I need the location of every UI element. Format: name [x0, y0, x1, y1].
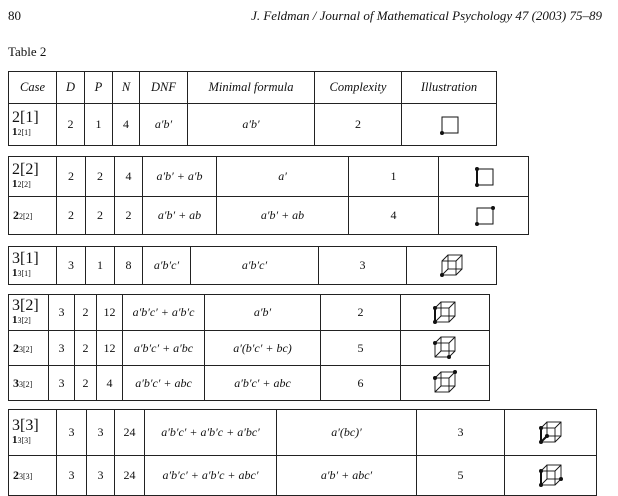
group-label-cell	[9, 157, 57, 197]
journal-header: J. Feldman / Journal of Mathematical Psychology 47 (2003) 75–89	[251, 8, 602, 23]
n-cell: 4	[115, 157, 143, 197]
case-subscript: 2[1]	[17, 128, 31, 137]
illustration-cell	[401, 366, 490, 401]
complexity-cell: 5	[321, 331, 401, 366]
table-header-row	[9, 72, 497, 104]
n-cell: 4	[97, 366, 123, 401]
case-subscript: 2[2]	[17, 180, 31, 189]
complexity-cell: 3	[319, 247, 407, 285]
dnf-cell: a′b′ + a′b	[143, 157, 217, 197]
table-block-2-1	[8, 71, 497, 146]
table-block-3-1	[8, 246, 497, 285]
case-label	[12, 267, 56, 280]
case-subscript: 3[3]	[19, 472, 33, 481]
table-block-3-2	[8, 294, 490, 401]
column-header: Illustration	[402, 72, 497, 104]
case-number: 1	[12, 267, 18, 279]
dnf-cell: a′b′c′ + a′b′c	[123, 295, 205, 331]
table-block-3-3	[8, 409, 597, 496]
table-block-2-2	[8, 156, 529, 235]
illustration-cell	[439, 157, 529, 197]
case-label	[12, 126, 56, 139]
dnf-cell: a′b′c′ + a′b′c + a′bc′	[145, 410, 277, 456]
case-subscript: 3[3]	[17, 436, 31, 445]
cube-three-adjacent-icon	[536, 418, 566, 448]
case-subscript: 2[2]	[19, 212, 33, 221]
illustration-cell	[402, 104, 497, 146]
case-number: 2	[13, 340, 19, 355]
table-row	[9, 295, 490, 331]
square-one-vertex-icon	[434, 112, 464, 138]
column-header: DNF	[140, 72, 188, 104]
p-cell: 2	[86, 197, 115, 235]
column-header: Case	[9, 72, 57, 104]
group-label-cell	[9, 410, 57, 456]
case-label-cell	[9, 197, 57, 235]
n-cell: 12	[97, 295, 123, 331]
table-row	[9, 247, 497, 285]
minimal-formula-cell: a′b′ + abc′	[277, 456, 417, 496]
minimal-formula-cell: a′b′ + ab	[217, 197, 349, 235]
case-number: 1	[12, 314, 18, 326]
p-cell: 1	[86, 247, 115, 285]
illustration-cell	[401, 331, 490, 366]
square-diagonal-icon	[469, 203, 499, 229]
minimal-formula-cell: a′b′c′ + abc	[205, 366, 321, 401]
case-number: 1	[12, 434, 18, 446]
case-number: 2	[13, 468, 19, 482]
p-cell: 2	[86, 157, 115, 197]
table-row	[9, 157, 529, 197]
d-cell: 3	[57, 247, 86, 285]
complexity-cell: 1	[349, 157, 439, 197]
illustration-cell	[505, 456, 597, 496]
n-cell: 24	[115, 410, 145, 456]
dnf-cell: a′b′c′ + a′b′c + abc′	[145, 456, 277, 496]
column-header: Minimal formula	[188, 72, 315, 104]
complexity-cell: 2	[321, 295, 401, 331]
dnf-cell: a′b′c′	[143, 247, 191, 285]
table-caption: Table 2	[8, 44, 47, 59]
minimal-formula-cell: a′(b′c′ + bc)	[205, 331, 321, 366]
p-cell: 2	[75, 331, 97, 366]
n-cell: 8	[115, 247, 143, 285]
n-cell: 4	[113, 104, 140, 146]
complexity-cell: 6	[321, 366, 401, 401]
d-cell: 3	[57, 456, 87, 496]
illustration-cell	[407, 247, 497, 285]
group-label-cell	[9, 295, 49, 331]
dnf-cell: a′b′ + ab	[143, 197, 217, 235]
d-cell: 2	[57, 157, 86, 197]
p-cell: 3	[87, 456, 115, 496]
complexity-cell: 5	[417, 456, 505, 496]
case-number: 2	[13, 208, 19, 222]
minimal-formula-cell: a′	[217, 157, 349, 197]
minimal-formula-cell: a′b′	[205, 295, 321, 331]
table-row	[9, 331, 490, 366]
dnf-cell: a′b′c′ + abc	[123, 366, 205, 401]
case-label	[12, 178, 56, 191]
d-cell: 2	[57, 197, 86, 235]
group-label: 2[1]	[12, 109, 39, 126]
table-row	[9, 456, 597, 496]
complexity-cell: 3	[417, 410, 505, 456]
illustration-cell	[505, 410, 597, 456]
case-label-cell	[9, 366, 49, 401]
square-left-edge-icon	[469, 164, 499, 190]
case-subscript: 3[2]	[19, 344, 33, 354]
group-label: 3[3]	[12, 417, 39, 434]
complexity-cell: 2	[315, 104, 402, 146]
complexity-cell: 4	[349, 197, 439, 235]
d-cell: 2	[57, 104, 85, 146]
cube-one-vertex-icon	[437, 251, 467, 281]
illustration-cell	[439, 197, 529, 235]
column-header: D	[57, 72, 85, 104]
p-cell: 1	[85, 104, 113, 146]
case-label	[12, 314, 48, 327]
case-subscript: 3[2]	[19, 379, 33, 389]
p-cell: 3	[87, 410, 115, 456]
n-cell: 12	[97, 331, 123, 366]
column-header: P	[85, 72, 113, 104]
table-row	[9, 197, 529, 235]
group-label: 3[1]	[12, 250, 39, 267]
table-row	[9, 410, 597, 456]
column-header: Complexity	[315, 72, 402, 104]
group-label-cell	[9, 247, 57, 285]
d-cell: 3	[49, 295, 75, 331]
d-cell: 3	[49, 366, 75, 401]
illustration-cell	[401, 295, 490, 331]
group-label: 3[2]	[12, 297, 39, 314]
case-label	[12, 434, 56, 447]
column-header: N	[113, 72, 140, 104]
group-label: 2[2]	[12, 161, 39, 178]
case-number: 3	[13, 375, 19, 390]
minimal-formula-cell: a′(bc)′	[277, 410, 417, 456]
case-number: 1	[12, 126, 18, 138]
cube-edge-icon	[430, 298, 460, 328]
d-cell: 3	[49, 331, 75, 366]
table-row	[9, 104, 497, 146]
cube-face-diagonal-icon	[430, 333, 460, 363]
p-cell: 2	[75, 295, 97, 331]
n-cell: 24	[115, 456, 145, 496]
case-label-cell	[9, 331, 49, 366]
n-cell: 2	[115, 197, 143, 235]
dnf-cell: a′b′	[140, 104, 188, 146]
cube-three-spread-icon	[536, 461, 566, 491]
case-label-cell	[9, 456, 57, 496]
table-row	[9, 366, 490, 401]
page-number: 80	[8, 8, 21, 23]
group-label-cell	[9, 104, 57, 146]
case-subscript: 3[2]	[17, 316, 31, 325]
cube-long-diagonal-icon	[430, 368, 460, 398]
minimal-formula-cell: a′b′c′	[191, 247, 319, 285]
d-cell: 3	[57, 410, 87, 456]
minimal-formula-cell: a′b′	[188, 104, 315, 146]
case-subscript: 3[1]	[17, 269, 31, 278]
dnf-cell: a′b′c′ + a′bc	[123, 331, 205, 366]
case-number: 1	[12, 178, 18, 190]
p-cell: 2	[75, 366, 97, 401]
